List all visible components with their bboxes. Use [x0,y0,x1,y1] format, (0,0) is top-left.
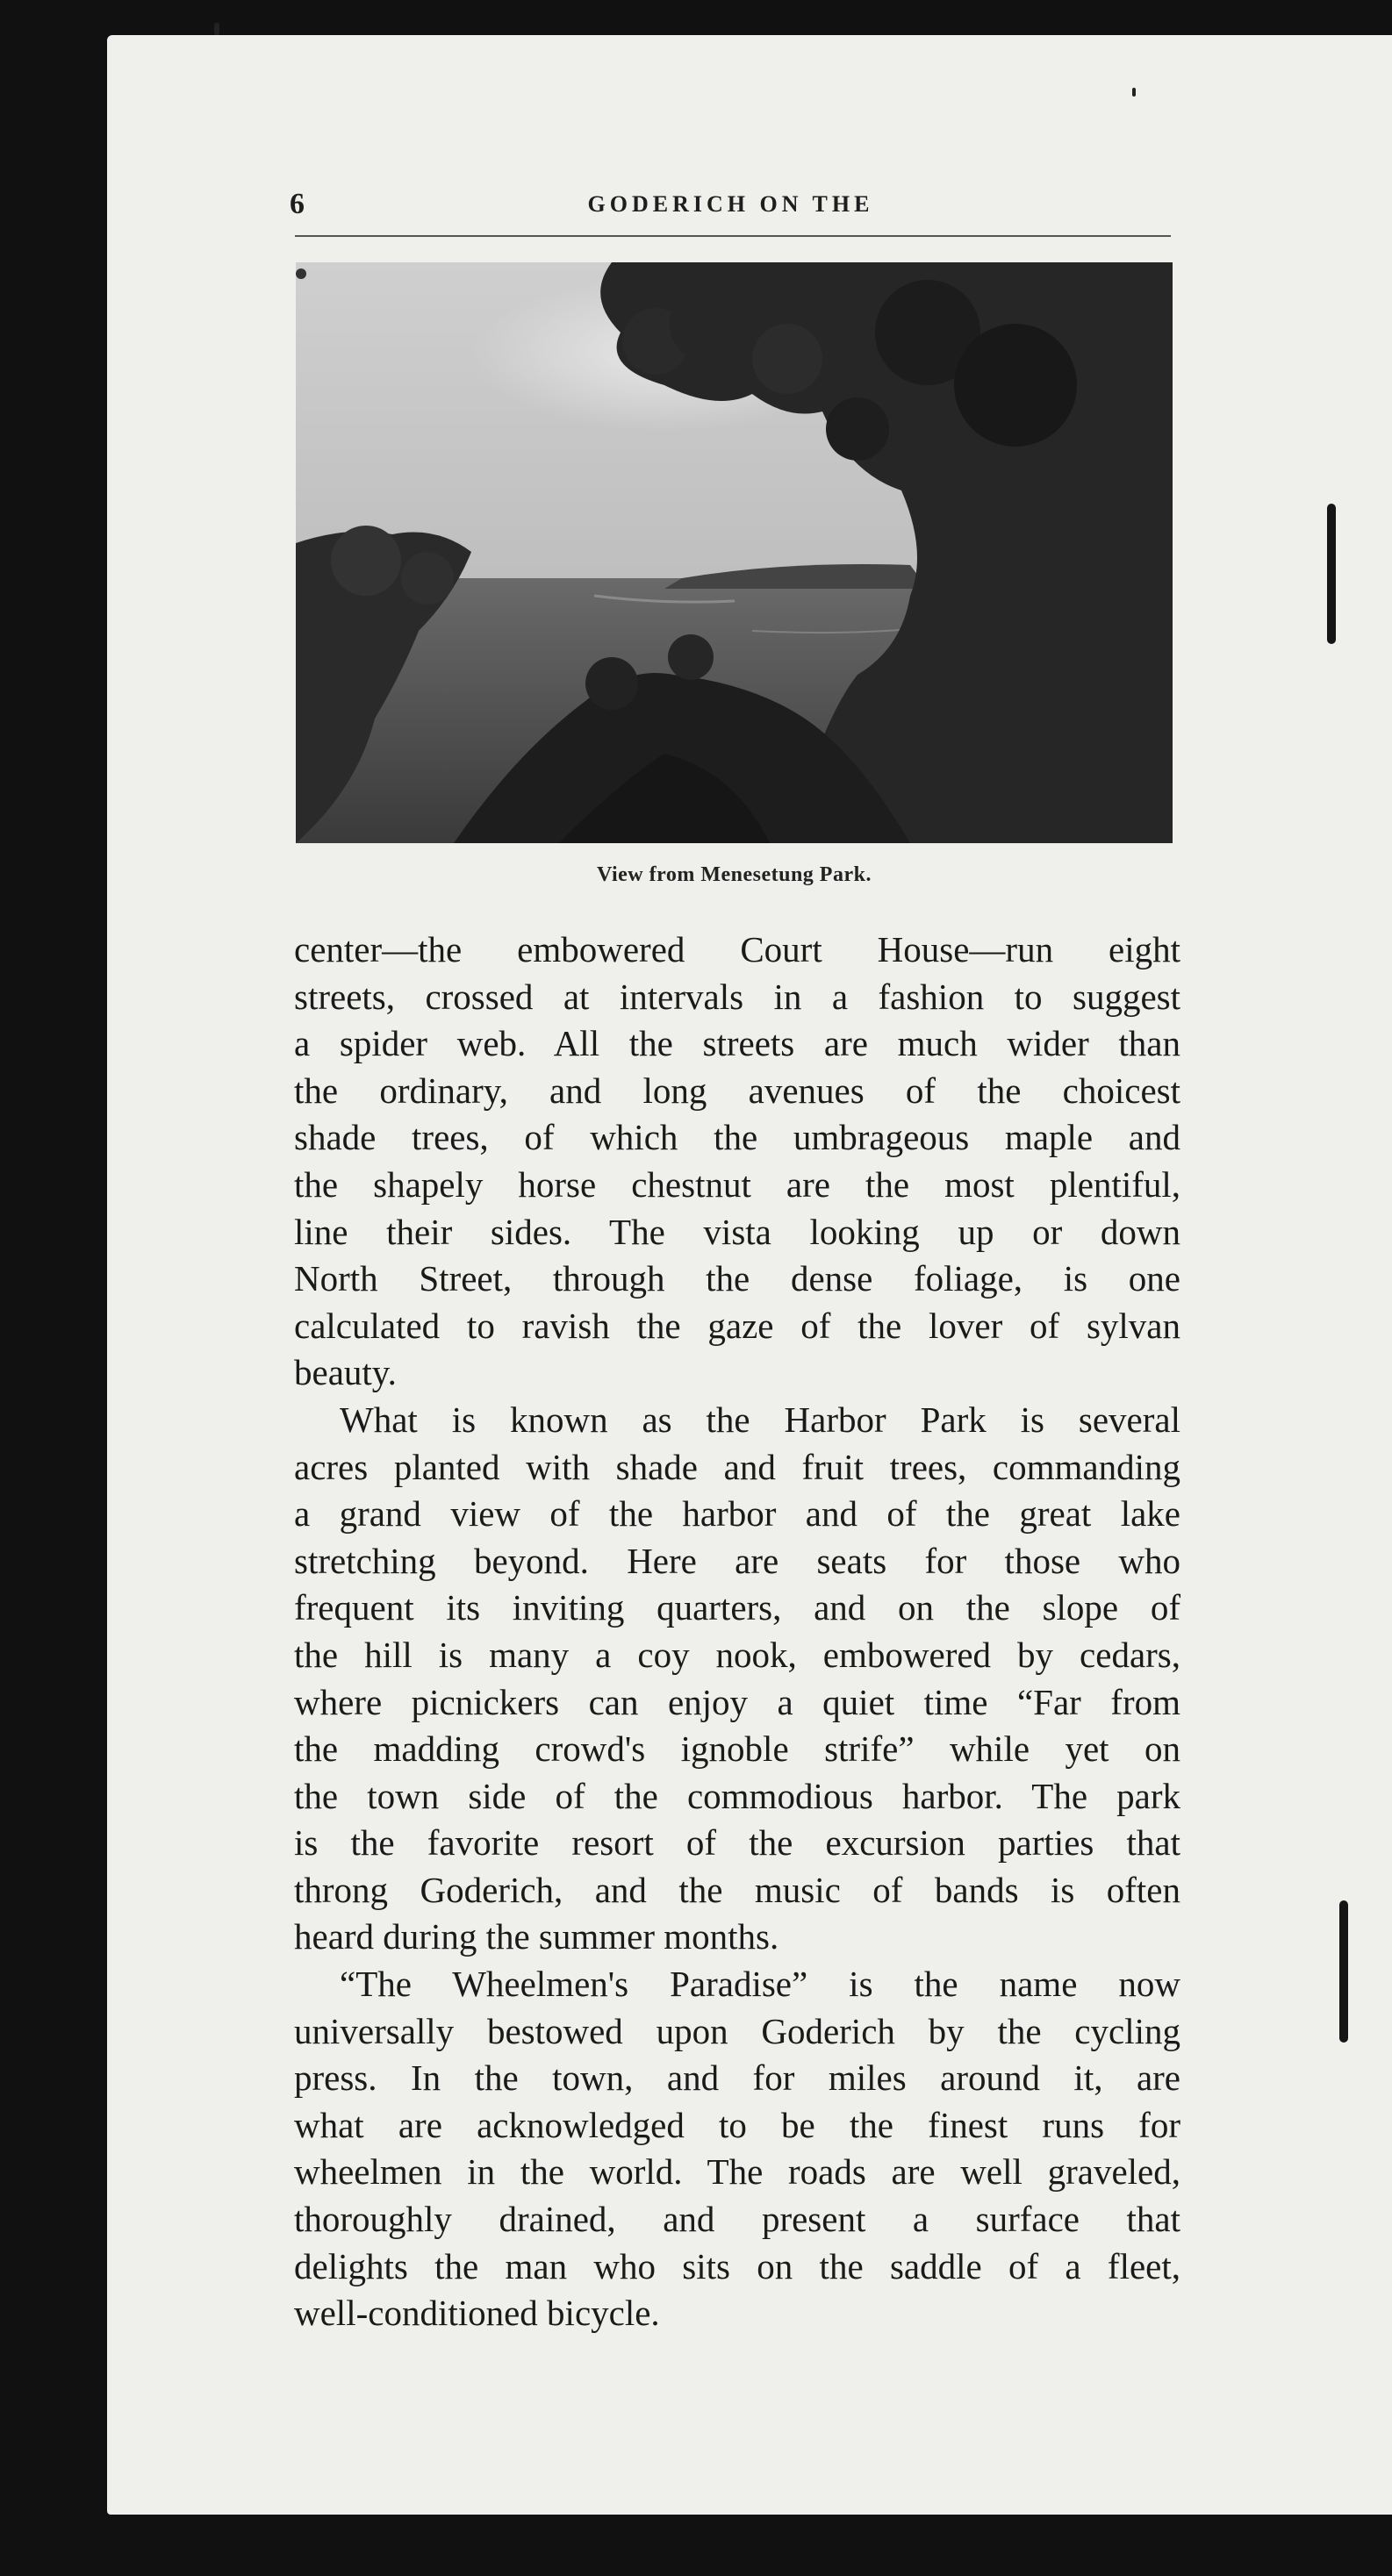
photo-drawing [296,262,1173,843]
text-line: calculated to ravish the gaze of the lover of sylvan [294,1305,1180,1346]
paragraph [294,927,1180,1397]
text-line: frequent its inviting quarters, and on the slope of [294,1587,1180,1628]
text-line: universally bestowed upon Goderich by the cycling [294,2010,1180,2051]
text-line: “The Wheelmen's Paradise” is the name now [340,1964,1180,2005]
text-line: What is known as the Harbor Park is several [340,1399,1180,1440]
text-line: the ordinary, and long avenues of the choicest [294,1070,1180,1111]
text-line: streets, crossed at intervals in a fashion to suggest [294,976,1180,1017]
text-line: beauty. [294,1352,397,1393]
paragraph [294,1397,1180,1961]
text-line: press. In the town, and for miles around it, are [294,2057,1180,2099]
text-line: well-conditioned bicycle. [294,2293,660,2334]
text-line: is the favorite resort of the excursion parties that [294,1822,1180,1864]
text-line: center—the embowered Court House—run eight [294,929,1180,970]
text-line: a grand view of the harbor and of the great lake [294,1493,1180,1535]
text-line: thoroughly drained, and present a surface that [294,2199,1180,2240]
scan-speck [1132,88,1136,97]
scan-speck [214,23,219,35]
text-line: a spider web. All the streets are much wider than [294,1023,1180,1064]
page-header [290,188,1172,230]
paragraph [294,1961,1180,2337]
text-line: stretching beyond. Here are seats for those who [294,1540,1180,1581]
photo-caption: View from Menesetung Park. [597,863,872,886]
text-line: throng Goderich, and the music of bands is often [294,1869,1180,1910]
text-line: the town side of the commodious harbor. The park [294,1775,1180,1816]
text-line: acres planted with shade and fruit trees, commanding [294,1446,1180,1487]
text-line: North Street, through the dense foliage, is one [294,1258,1180,1299]
park-view-photo [296,262,1173,843]
body-text [294,927,1180,2337]
text-line: delights the man who sits on the saddle of a fleet, [294,2245,1180,2286]
text-line: line their sides. The vista looking up or down [294,1211,1180,1252]
text-line: the madding crowd's ignoble strife” while yet on [294,1728,1180,1770]
page-number: 6 [290,188,305,220]
text-line: where picnickers can enjoy a quiet time “Far from [294,1681,1180,1722]
text-line: shade trees, of which the umbrageous maple and [294,1117,1180,1158]
text-line: the hill is many a coy nook, embowered by cedars, [294,1634,1180,1675]
text-line: wheelmen in the world. The roads are well graveled, [294,2151,1180,2193]
text-line: heard during the summer months. [294,1916,779,1957]
text-line: what are acknowledged to be the finest runs for [294,2104,1180,2145]
text-line: the shapely horse chestnut are the most plentiful, [294,1163,1180,1205]
scan-speck [296,268,306,279]
binding-mark [1327,504,1336,644]
header-rule [295,235,1171,237]
binding-mark [1339,1900,1348,2043]
running-head: GODERICH ON THE [587,191,874,217]
